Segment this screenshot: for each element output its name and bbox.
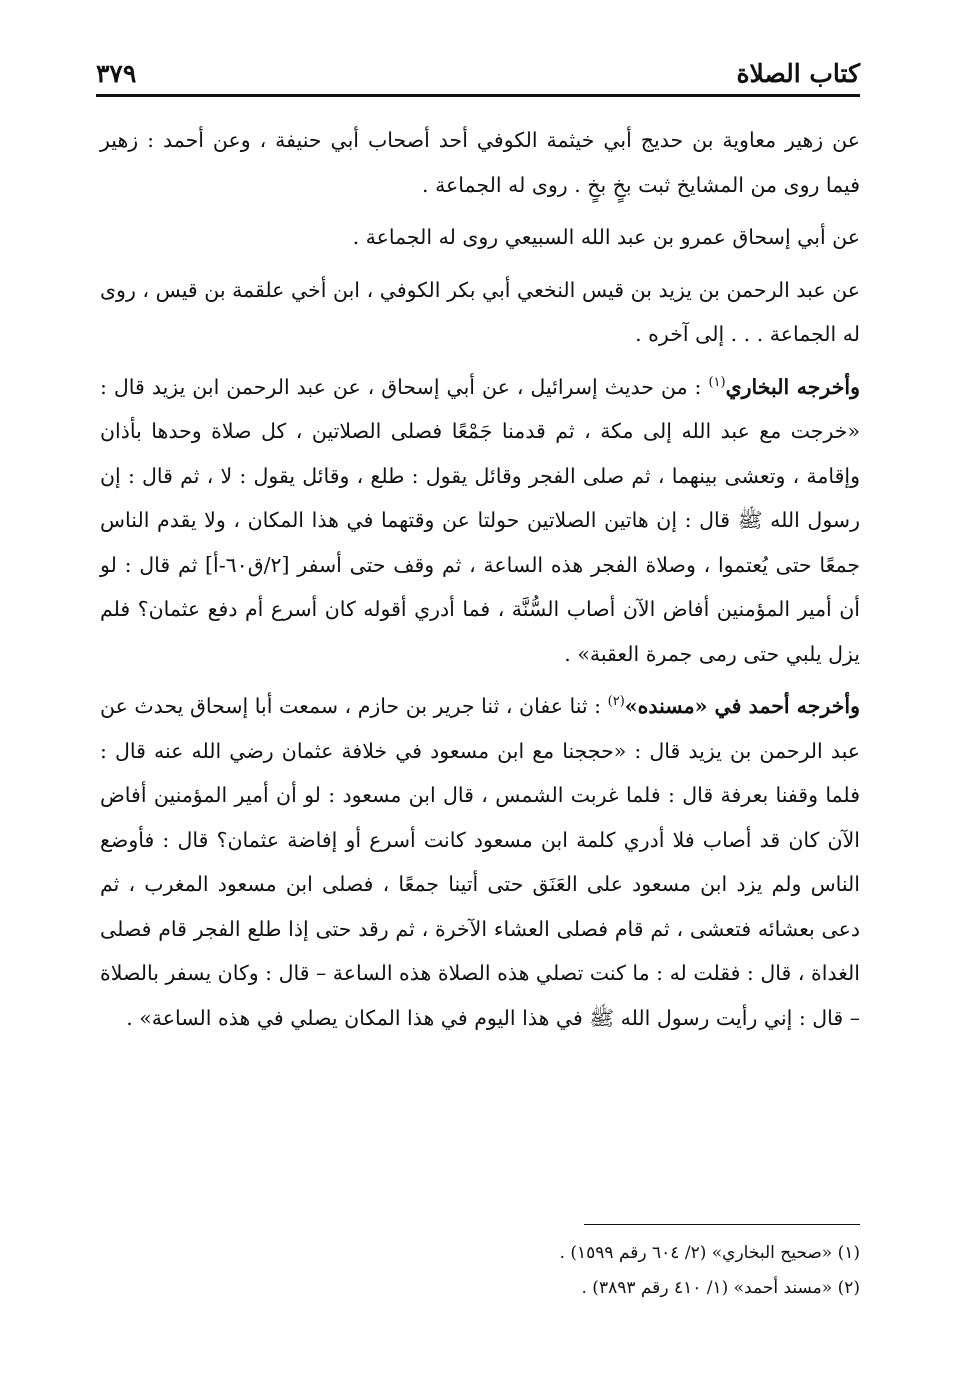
footnote-divider <box>584 1224 860 1225</box>
paragraph-abdulrahman: عن عبد الرحمن بن يزيد بن قيس النخعي أبي بكر الكوفي ، ابن أخي علقمة بن قيس ، روى له الجماعة . . . إلى آخره . <box>100 277 860 346</box>
bukhari-lead: وأخرجه البخاري <box>725 374 860 399</box>
page-number: ٣٧٩ <box>96 59 137 88</box>
ahmad-lead: وأخرجه أحمد في «مسنده» <box>624 694 861 718</box>
ahmad-text: : ثنا عفان ، ثنا جرير بن حازم ، سمعت أبا إسحاق يحدث عن عبد الرحمن بن يزيد قال : «حججنا مع ابن مسعود في خلافة عثمان رضي الله عنه قال : فلما وقفنا بعرفة قال : فلما غربت الشمس ، قال ابن مسعود : لو أن أمير المؤمنين أفاض الآن كان قد أصاب فلا أدري كلمة ابن مسعود كانت أسرع أو إفاضة عثمان؟ قال : فأوضع الناس ولم يزد ابن مسعود على العَنَق حتى أتينا جمعًا ، فصلى ابن مسعود المغرب ، ثم دعى بعشائه فتعشى ، ثم قام فصلى العشاء الآخرة ، ثم رقد حتى إذا طلع الفجر قام فصلى الغداة ، قال : فقلت له : ما كنت تصلي هذه الصلاة هذه الساعة – قال : وكان يسفر بالصلاة – قال : إني رأيت رسول الله ﷺ في هذا اليوم في هذا المكان يصلي في هذه الساعة» . <box>100 694 860 1030</box>
paragraph-ahmad <box>100 684 860 1040</box>
footnote-ref-2: (٢) <box>607 694 625 710</box>
paragraph-bukhari <box>100 365 860 677</box>
footnote-1: (١) «صحيح البخاري» (٢/ ٦٠٤ رقم ١٥٩٩) . <box>559 1243 860 1263</box>
bukhari-text: : من حديث إسرائيل ، عن أبي إسحاق ، عن عبد الرحمن ابن يزيد قال : «خرجت مع عبد الله إلى مكة ، ثم قدمنا جَمْعًا فصلى الصلاتين ، كل صلاة وحدها بأذان وإقامة ، وتعشى بينهما ، ثم صلى الفجر وقائل يقول : طلع ، وقائل يقول : لا ، ثم قال : إن رسول الله ﷺ قال : إن هاتين الصلاتين حولتا عن وقتهما في هذا المكان ، ولا يقدم الناس جمعًا حتى يُعتموا ، وصلاة الفجر هذه الساعة ، ثم وقف حتى أسفر [٢/ق٦٠-أ] ثم قال : لو أن أمير المؤمنين أفاض الآن أصاب السُّنَّة ، فما أدري أقوله كان أسرع أم دفع عثمان؟ فلم يزل يلبي حتى رمى جمرة العقبة» . <box>100 374 860 666</box>
footnote-ref-1: (١) <box>708 374 726 390</box>
paragraph-abu-ishaq: عن أبي إسحاق عمرو بن عبد الله السبيعي روى له الجماعة . <box>352 225 860 249</box>
main-text <box>100 118 860 1048</box>
chapter-title: كتاب الصلاة <box>736 59 860 88</box>
footnotes <box>100 1236 860 1306</box>
paragraph-zuhair: عن زهير معاوية بن حديج أبي خيثمة الكوفي أحد أصحاب أبي حنيفة ، وعن أحمد : زهير فيما روى من المشايخ ثبت بخٍ بخٍ . روى له الجماعة . <box>100 128 860 197</box>
page-header <box>96 46 860 97</box>
footnote-2: (٢) «مسند أحمد» (١/ ٤١٠ رقم ٣٨٩٣) . <box>581 1278 860 1298</box>
